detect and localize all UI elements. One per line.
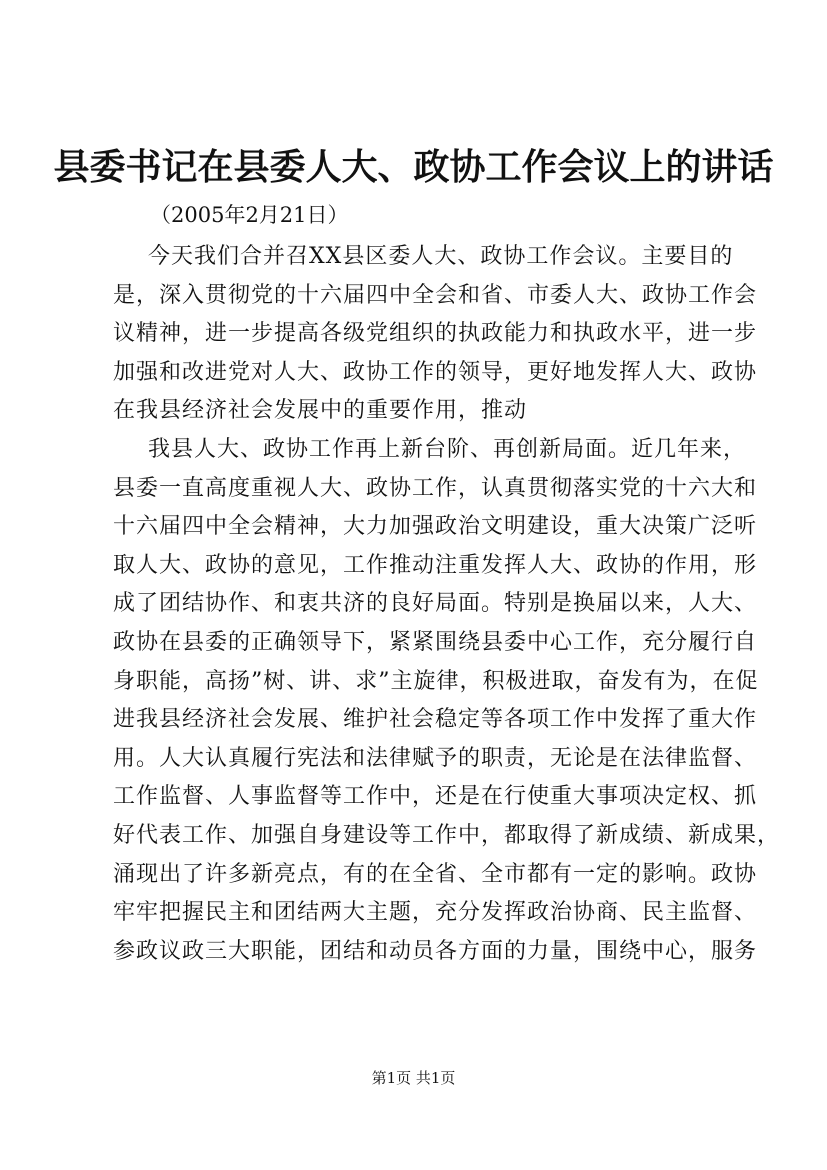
paragraph-line: 加强和改进党对人大、政协工作的领导，更好地发挥人大、政协	[113, 359, 758, 385]
paragraph-line: 政协在县委的正确领导下，紧紧围绕县委中心工作，充分履行自	[113, 629, 758, 655]
paragraph-line: 是，深入贯彻党的十六届四中全会和省、市委人大、政协工作会	[113, 282, 758, 308]
paragraph-line: 议精神，进一步提高各级党组织的执政能力和执政水平，进一步	[113, 321, 758, 347]
document-date: （2005年2月21日）	[150, 203, 349, 227]
paragraph-line: 涌现出了许多新亮点，有的在全省、全市都有一定的影响。政协	[113, 861, 758, 887]
paragraph-line: 身职能，高扬”树、讲、求”主旋律，积极进取，奋发有为，在促	[113, 668, 759, 694]
paragraph-1	[113, 238, 758, 431]
paragraph-line: 参政议政三大职能，团结和动员各方面的力量，围绕中心，服务	[113, 938, 758, 964]
paragraph-line: 今天我们合并召XX县区委人大、政协工作会议。主要目的	[148, 244, 734, 269]
paragraph-line: 进我县经济社会发展、维护社会稳定等各项工作中发挥了重大作	[113, 707, 758, 733]
document-title: 县委书记在县委人大、政协工作会议上的讲话	[53, 146, 774, 188]
paragraph-2	[113, 431, 781, 971]
page-footer: 第1页 共1页	[371, 1069, 456, 1087]
paragraph-line: 牢牢把握民主和团结两大主题，充分发挥政治协商、民主监督、	[113, 900, 758, 926]
paragraph-line: 取人大、政协的意见，工作推动注重发挥人大、政协的作用，形	[113, 552, 758, 578]
paragraph-line: 县委一直高度重视人大、政协工作，认真贯彻落实党的十六大和	[113, 475, 758, 501]
paragraph-line: 我县人大、政协工作再上新台阶、再创新局面。近几年来，	[148, 436, 747, 462]
paragraph-line: 十六届四中全会精神，大力加强政治文明建设，重大决策广泛听	[113, 514, 758, 540]
document-body	[113, 238, 781, 971]
paragraph-line: 在我县经济社会发展中的重要作用，推动	[113, 398, 528, 424]
paragraph-line: 用。人大认真履行宪法和法律赋予的职责，无论是在法律监督、	[113, 745, 758, 771]
paragraph-line: 工作监督、人事监督等工作中，还是在行使重大事项决定权、抓	[113, 784, 758, 810]
paragraph-line: 好代表工作、加强自身建设等工作中，都取得了新成绩、新成果，	[113, 822, 781, 848]
paragraph-line: 成了团结协作、和衷共济的良好局面。特别是换届以来，人大、	[113, 591, 758, 617]
